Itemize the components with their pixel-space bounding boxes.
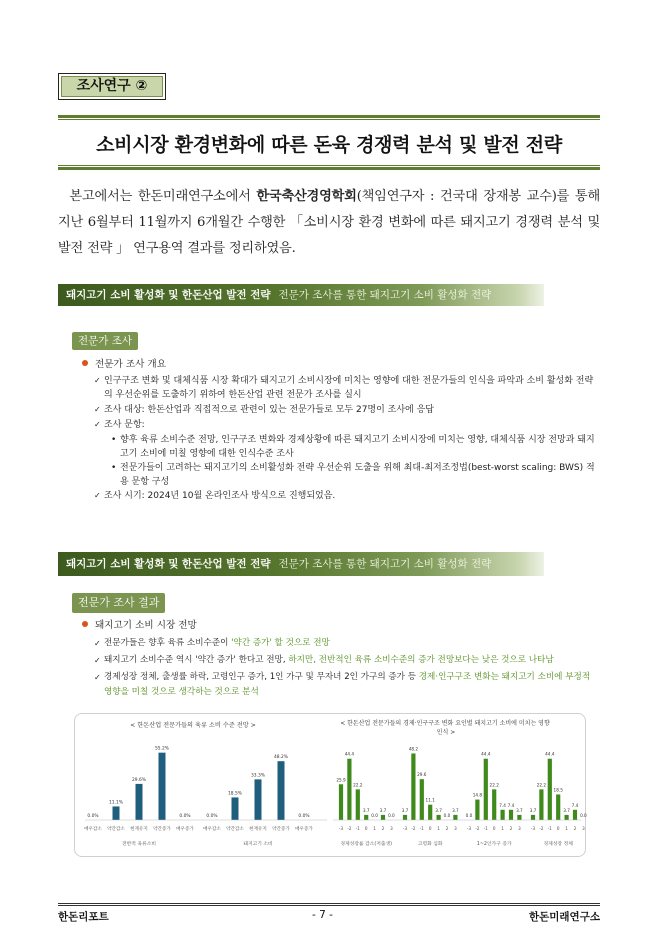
result-item-text: 돼지고기 소비수준 역시 '약간 증가' 한다고 전망, bbox=[104, 655, 289, 665]
survey-chip: 전문가 조사 bbox=[72, 332, 138, 350]
result-chip: 전문가 조사 결과 bbox=[72, 593, 165, 613]
survey-item: ✓ 조사 문항: bbox=[80, 418, 600, 432]
footer-right: 한돈미래연구소 bbox=[528, 911, 600, 923]
section-badge-label: 조사연구 ② bbox=[61, 76, 163, 97]
chart2-bar bbox=[548, 759, 552, 820]
chart2-bar bbox=[411, 753, 415, 820]
chart2-tick-label: 3 bbox=[582, 827, 585, 832]
intro-paragraph bbox=[58, 184, 600, 262]
banner-main: 돼지고기 소비 활성화 및 한돈산업 발전 전략 bbox=[66, 289, 271, 301]
section-badge bbox=[58, 73, 166, 100]
chart2-bar bbox=[403, 815, 407, 820]
chart1-category-label: 약간증가 bbox=[153, 827, 171, 832]
chart2-bar bbox=[509, 810, 513, 820]
result-item-text: 전문가들은 향후 육류 소비수준이 bbox=[104, 638, 232, 648]
chart1-group-label: 돼지고기 소비 bbox=[243, 842, 273, 847]
chart1-value-label: 0.0% bbox=[87, 814, 99, 819]
result-item-highlight: '약간 증가' 할 것으로 전망 bbox=[231, 638, 330, 648]
chart2-tick-label: 3 bbox=[390, 827, 393, 832]
survey-item: ✓ 조사 대상: 한돈산업과 직접적으로 관련이 있는 전문가들로 모두 27명이 조사에 응답 bbox=[80, 403, 600, 417]
footer-rule bbox=[58, 905, 600, 906]
chart1-category-label: 현재유지 bbox=[130, 827, 148, 832]
chart2-bar bbox=[573, 810, 577, 820]
result-heading-text: 돼지고기 소비 시장 전망 bbox=[95, 620, 197, 631]
chart2-tick-label: 1 bbox=[437, 827, 440, 832]
title-rule bbox=[58, 167, 600, 170]
chart2-bar bbox=[484, 759, 488, 820]
chart1-bar bbox=[232, 797, 239, 820]
chart2-value-label: 22.2 bbox=[353, 782, 363, 788]
result-heading bbox=[80, 617, 600, 631]
chart2-tick-label: 0 bbox=[428, 827, 432, 832]
survey-subitem: • 향후 육류 소비수준 전망, 인구구조 변화와 경제상황에 따른 돼지고기 소비시장에 미치는 영향, 대체식품 시장 전망과 돼지고기 소비에 미칠 영향에 대한 인식수준 조사 bbox=[80, 433, 600, 461]
intro-text: 본고에서는 한돈미래연구소에서 bbox=[69, 189, 257, 204]
chart2-value-label: 44.4 bbox=[481, 751, 491, 757]
result-item bbox=[80, 670, 600, 700]
title-rule bbox=[58, 165, 600, 166]
chart1-bar bbox=[159, 753, 166, 820]
chart2-tick-label: -1 bbox=[547, 827, 552, 832]
chart2-tick-label: 1 bbox=[501, 827, 504, 832]
chart2-tick-label: 2 bbox=[573, 827, 577, 832]
chart2-bar bbox=[565, 815, 569, 820]
chart2-tick-label: 2 bbox=[445, 827, 449, 832]
chart2-group-label: 1~2인가구 증가 bbox=[476, 842, 512, 847]
chart2-value-label: 0.0 bbox=[388, 813, 395, 818]
charts-svg bbox=[75, 714, 587, 858]
result-item bbox=[80, 653, 600, 668]
chart2-value-label: 44.4 bbox=[344, 751, 355, 757]
chart1-bar bbox=[278, 761, 285, 820]
chart2-bar bbox=[428, 805, 432, 820]
chart1-bar bbox=[136, 784, 143, 820]
chart2-bar bbox=[453, 815, 457, 820]
chart2-value-label: 3.7 bbox=[452, 807, 459, 813]
chart2-value-label: 48.2 bbox=[408, 746, 419, 752]
chart-panel bbox=[74, 713, 586, 857]
chart2-value-label: 7.4 bbox=[571, 802, 579, 808]
banner-main: 돼지고기 소비 활성화 및 한돈산업 발전 전략 bbox=[66, 558, 271, 570]
chart2-bar bbox=[492, 789, 496, 820]
chart2-bar bbox=[347, 759, 351, 820]
chart2-tick-label: -1 bbox=[483, 827, 488, 832]
chart1-category-label: 매우감소 bbox=[203, 827, 221, 832]
chart2-value-label: 3.7 bbox=[435, 807, 442, 813]
chart2-bar bbox=[475, 800, 479, 820]
chart2-value-label: 0.0 bbox=[443, 813, 451, 818]
chart1-category-label: 약간감소 bbox=[107, 827, 125, 832]
chart1-value-label: 0.0% bbox=[298, 814, 310, 819]
chart1-value-label: 55.2% bbox=[155, 746, 169, 752]
chart2-value-label: 22.2 bbox=[536, 782, 547, 788]
survey-subitem: • 전문가들이 고려하는 돼지고기의 소비활성화 전략 우선순위 도출을 위해 최대-최저조정법(best-worst scaling: BWS) 적용 문항 구성 bbox=[80, 461, 600, 489]
chart2-tick-label: -2 bbox=[475, 827, 480, 832]
chart2-tick-label: -3 bbox=[338, 827, 344, 832]
footer-left: 한돈리포트 bbox=[58, 911, 109, 923]
chart2-value-label: 7.4 bbox=[507, 802, 515, 808]
chart2-tick-label: -1 bbox=[419, 827, 424, 832]
chart2-group-label: 고령화 심화 bbox=[417, 842, 443, 847]
survey-item: ✓ 인구구조 변화 및 대체식품 시장 확대가 돼지고기 소비시장에 미치는 영향에 대한 전문가들의 인식을 파악과 소비 활성화 전략의 우선순위를 도출하기 위하여 한돈산업 관련 전문가 조사를 실시 bbox=[80, 374, 600, 402]
intro-text-2: (책임연구자 : 건국대 장재봉 교수)를 통해 지난 6월부터 11월까지 6개월간 수행한 「소비시장 환경 변화에 따른 돼지고기 경쟁력 분석 및 발전 전략 」 연구용역 결과를 정리하였음. bbox=[58, 189, 601, 256]
chart2-value-label: 0.0 bbox=[465, 813, 473, 818]
chart2-value-label: 18.5 bbox=[553, 787, 563, 793]
chart2-tick-label: -3 bbox=[402, 827, 408, 832]
chart2-group-label: 경제성장률 감소(저출생) bbox=[340, 842, 393, 847]
chart2-tick-label: 3 bbox=[518, 827, 521, 832]
chart2-tick-label: 0 bbox=[556, 827, 560, 832]
chart1-category-label: 매우감소 bbox=[84, 827, 102, 832]
result-item-highlight: 하지만, 전반적인 육류 소비수준의 증가 전망보다는 낮은 것으로 나타남 bbox=[288, 655, 554, 665]
survey-heading-text: 전문가 조사 개요 bbox=[95, 359, 166, 370]
chart2-tick-label: -3 bbox=[466, 827, 472, 832]
chart2-title-line: 인식 > bbox=[434, 729, 456, 736]
chart1-title: < 한돈산업 전문가들의 육류 소비 수준 전망 > bbox=[130, 722, 256, 729]
chart1-value-label: 33.3% bbox=[251, 773, 265, 779]
chart2-tick-label: 2 bbox=[381, 827, 385, 832]
chart2-group-label: 경제성장 정체 bbox=[543, 842, 573, 847]
result-item bbox=[80, 636, 600, 651]
chart2-bar bbox=[437, 815, 441, 820]
chart2-value-label: 22.2 bbox=[489, 782, 499, 788]
chart2-value-label: 25.9 bbox=[336, 777, 346, 783]
chart2-value-label: 3.7 bbox=[516, 807, 523, 813]
chart2-tick-label: 0 bbox=[364, 827, 368, 832]
chart2-bar bbox=[531, 815, 535, 820]
bullet-dot bbox=[82, 360, 88, 366]
chart2-value-label: 29.6 bbox=[417, 772, 427, 778]
chart1-category-label: 약간증가 bbox=[272, 827, 290, 832]
chart2-title-line: < 한돈산업 전문가들의 경제·인구구조 변화 요인별 돼지고기 소비에 미치는 영향 bbox=[340, 720, 550, 727]
chart2-value-label: 3.7 bbox=[379, 807, 387, 813]
result-section bbox=[80, 617, 600, 702]
chart2-title bbox=[340, 719, 550, 736]
survey-item: ✓ 조사 시기: 2024년 10월 온라인조사 방식으로 진행되었음. bbox=[80, 489, 600, 503]
chart2-tick-label: 3 bbox=[454, 827, 457, 832]
result-item-text: 경제성장 정체, 출생률 하락, 고령인구 증가, 1인 가구 및 무자녀 2인 가구의 증가 등 bbox=[104, 672, 419, 682]
chart2-tick-label: -2 bbox=[539, 827, 544, 832]
section-banner-2 bbox=[58, 552, 544, 576]
chart2-value-label: 3.7 bbox=[563, 807, 570, 813]
chart2-value-label: 14.8 bbox=[472, 792, 483, 798]
chart1-value-label: 48.2% bbox=[274, 755, 288, 761]
chart2-bar bbox=[339, 784, 343, 820]
chart2-tick-label: -3 bbox=[530, 827, 536, 832]
chart2-value-label: 3.7 bbox=[362, 807, 370, 813]
chart2-bar bbox=[364, 815, 368, 820]
footer-rule bbox=[58, 903, 600, 904]
page-title-block bbox=[58, 115, 600, 170]
chart2-bar bbox=[381, 815, 385, 820]
chart1-group-label: 전반적 육류소비 bbox=[122, 842, 156, 847]
chart2-bar bbox=[556, 794, 560, 820]
intro-org: 한국축산경영학회 bbox=[256, 189, 357, 204]
chart1-category-label: 매우증가 bbox=[176, 827, 194, 832]
page-number: - 7 - bbox=[312, 909, 333, 921]
chart1-bar bbox=[255, 779, 262, 820]
chart2-bar bbox=[356, 789, 360, 820]
page-title: 소비시장 환경변화에 따른 돈육 경쟁력 분석 및 발전 전략 bbox=[96, 134, 562, 156]
chart2-bar bbox=[420, 779, 424, 820]
chart1-value-label: 0.0% bbox=[179, 814, 191, 819]
chart2-value-label: 0.0 bbox=[580, 813, 587, 818]
chart2-tick-label: -2 bbox=[347, 827, 352, 832]
chart2-bar bbox=[539, 789, 543, 820]
chart2-tick-label: 1 bbox=[373, 827, 376, 832]
banner-sub: 전문가 조사를 통한 돼지고기 소비 활성화 전략 bbox=[278, 558, 492, 570]
chart2-value-label: 7.4 bbox=[499, 802, 506, 808]
survey-heading bbox=[80, 356, 600, 370]
chart1-value-label: 0.0% bbox=[206, 814, 218, 819]
title-rule bbox=[58, 115, 600, 118]
section-banner-1 bbox=[58, 284, 544, 306]
bullet-dot bbox=[82, 621, 88, 627]
chart1-category-label: 약간감소 bbox=[226, 827, 244, 832]
chart2-tick-label: -2 bbox=[411, 827, 416, 832]
chart2-tick-label: 2 bbox=[509, 827, 513, 832]
chart1-bar bbox=[113, 806, 120, 820]
banner-sub: 전문가 조사를 통한 돼지고기 소비 활성화 전략 bbox=[278, 289, 492, 301]
chart1-category-label: 매우증가 bbox=[295, 827, 313, 832]
chart2-value-label: 0.0 bbox=[371, 813, 378, 818]
chart2-bar bbox=[501, 810, 505, 820]
chart1-value-label: 29.6% bbox=[132, 777, 146, 783]
chart1-value-label: 18.5% bbox=[228, 791, 242, 797]
chart2-bar bbox=[517, 815, 521, 820]
chart2-value-label: 3.7 bbox=[529, 807, 537, 813]
chart2-value-label: 44.4 bbox=[545, 751, 555, 757]
chart2-value-label: 11.1 bbox=[425, 797, 435, 803]
chart1-value-label: 11.1% bbox=[109, 800, 123, 806]
chart2-tick-label: 1 bbox=[565, 827, 568, 832]
chart2-tick-label: 0 bbox=[492, 827, 496, 832]
chart2-tick-label: -1 bbox=[355, 827, 360, 832]
chart2-value-label: 3.7 bbox=[401, 807, 409, 813]
survey-overview bbox=[80, 356, 600, 504]
result-item-highlight: 경제·인구구조 변화는 돼지고기 소비에 부정적 영향을 미칠 것으로 생각하는 것으로 분석 bbox=[104, 672, 591, 697]
chart1-category-label: 현재유지 bbox=[249, 827, 267, 832]
